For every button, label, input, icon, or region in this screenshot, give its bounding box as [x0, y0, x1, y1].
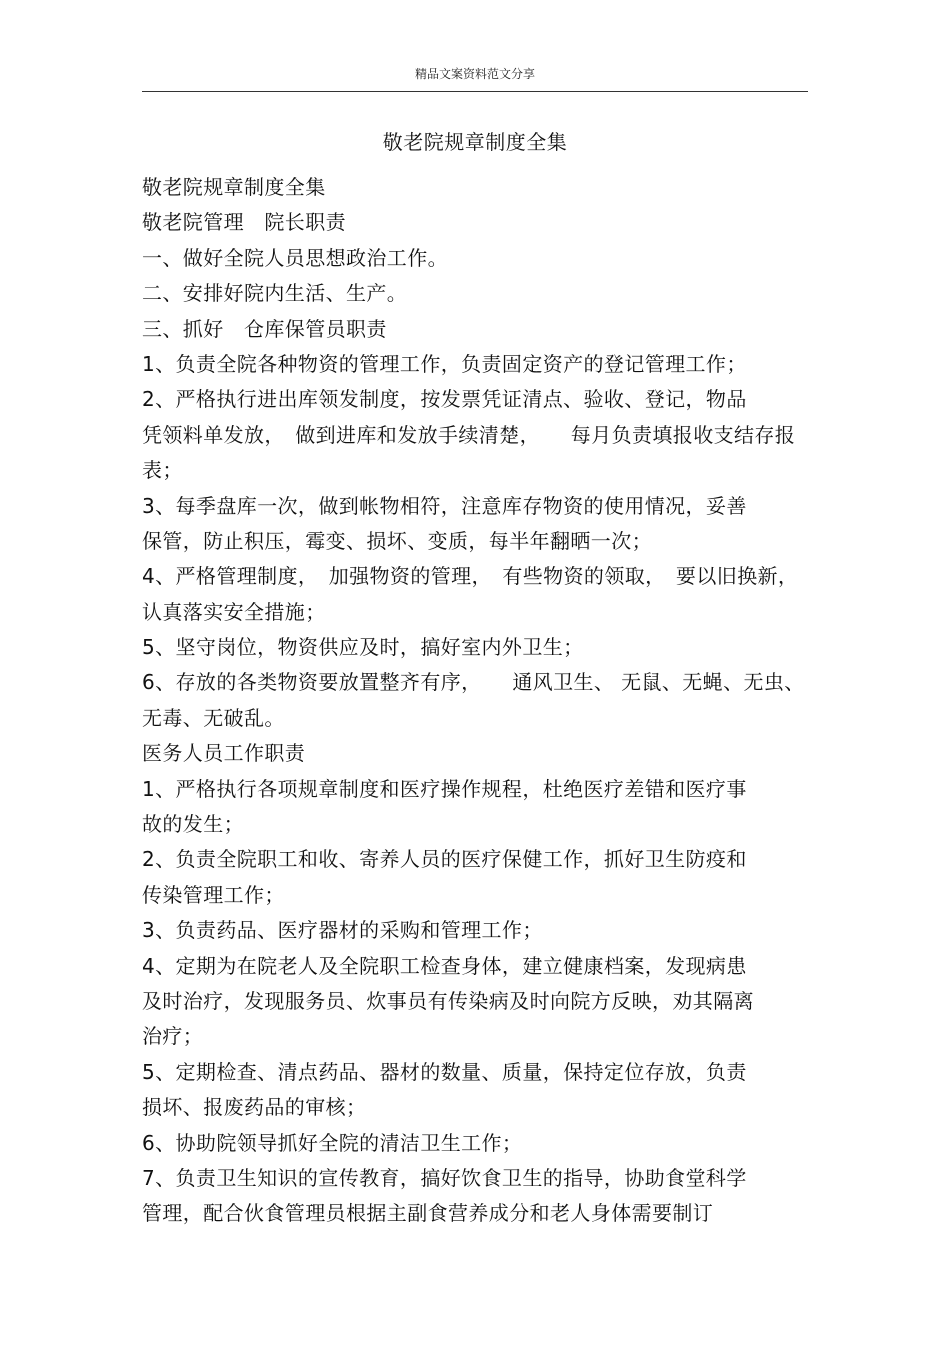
body-line: 3、负责药品、医疗器材的采购和管理工作； [142, 918, 543, 943]
body-line: 2、严格执行进出库领发制度，按发票凭证清点、验收、登记，物品 [142, 387, 747, 412]
body-line: 5、定期检查、清点药品、器材的数量、质量，保持定位存放，负责 [142, 1059, 747, 1084]
body-line: 表； [142, 458, 183, 483]
page-header: 精品文案资料范文分享 [414, 67, 535, 81]
body-line: 7、负责卫生知识的宣传教育，搞好饮食卫生的指导，协助食堂科学 [142, 1165, 747, 1190]
body-line: 及时治疗，发现服务员、炊事员有传染病及时向院方反映，劝其隔离 [142, 988, 754, 1013]
body-line: 5、坚守岗位，物资供应及时，搞好室内外卫生； [142, 635, 584, 660]
body-line: 2、负责全院职工和收、寄养人员的医疗保健工作，抓好卫生防疫和 [142, 847, 747, 872]
body-line: 敬老院管理 院长职责 [142, 210, 346, 235]
body-line: 凭领料单发放， 做到进库和发放手续清楚， 每月负责填报收支结存报 [142, 422, 796, 447]
body-line: 1、严格执行各项规章制度和医疗操作规程，杜绝医疗差错和医疗事 [142, 776, 747, 801]
body-line: 1、负责全院各种物资的管理工作，负责固定资产的登记管理工作； [142, 351, 747, 376]
section-heading: 医务人员工作职责 [142, 741, 306, 766]
document-title: 敬老院规章制度全集 [382, 130, 568, 154]
body-line: 传染管理工作； [142, 882, 285, 907]
body-line: 无毒、无破乱。 [142, 705, 285, 730]
body-line: 4、严格管理制度， 加强物资的管理， 有些物资的领取， 要以旧换新， [142, 564, 799, 589]
body-line: 故的发生； [142, 812, 244, 837]
body-line: 损坏、报废药品的审核； [142, 1095, 367, 1120]
document-body [142, 170, 808, 1232]
body-line: 保管，防止积压，霉变、损坏、变质，每半年翻晒一次； [142, 528, 652, 553]
body-line: 敬老院规章制度全集 [142, 175, 326, 199]
body-line: 4、定期为在院老人及全院职工检查身体，建立健康档案，发现病患 [142, 953, 747, 978]
body-line: 6、存放的各类物资要放置整齐有序， 通风卫生、 无鼠、无蝇、无虫、 [142, 670, 805, 695]
body-line: 治疗； [142, 1024, 204, 1049]
body-line: 三、抓好 仓库保管员职责 [142, 316, 387, 341]
body-line: 认真落实安全措施； [142, 599, 326, 624]
body-line: 二、安排好院内生活、生产。 [142, 281, 408, 306]
body-line: 6、协助院领导抓好全院的清洁卫生工作； [142, 1130, 523, 1155]
body-line: 3、每季盘库一次，做到帐物相符，注意库存物资的使用情况，妥善 [142, 493, 747, 518]
header-divider [142, 91, 808, 92]
body-line: 管理，配合伙食管理员根据主副食营养成分和老人身体需要制订 [142, 1201, 714, 1226]
body-line: 一、做好全院人员思想政治工作。 [142, 245, 448, 270]
